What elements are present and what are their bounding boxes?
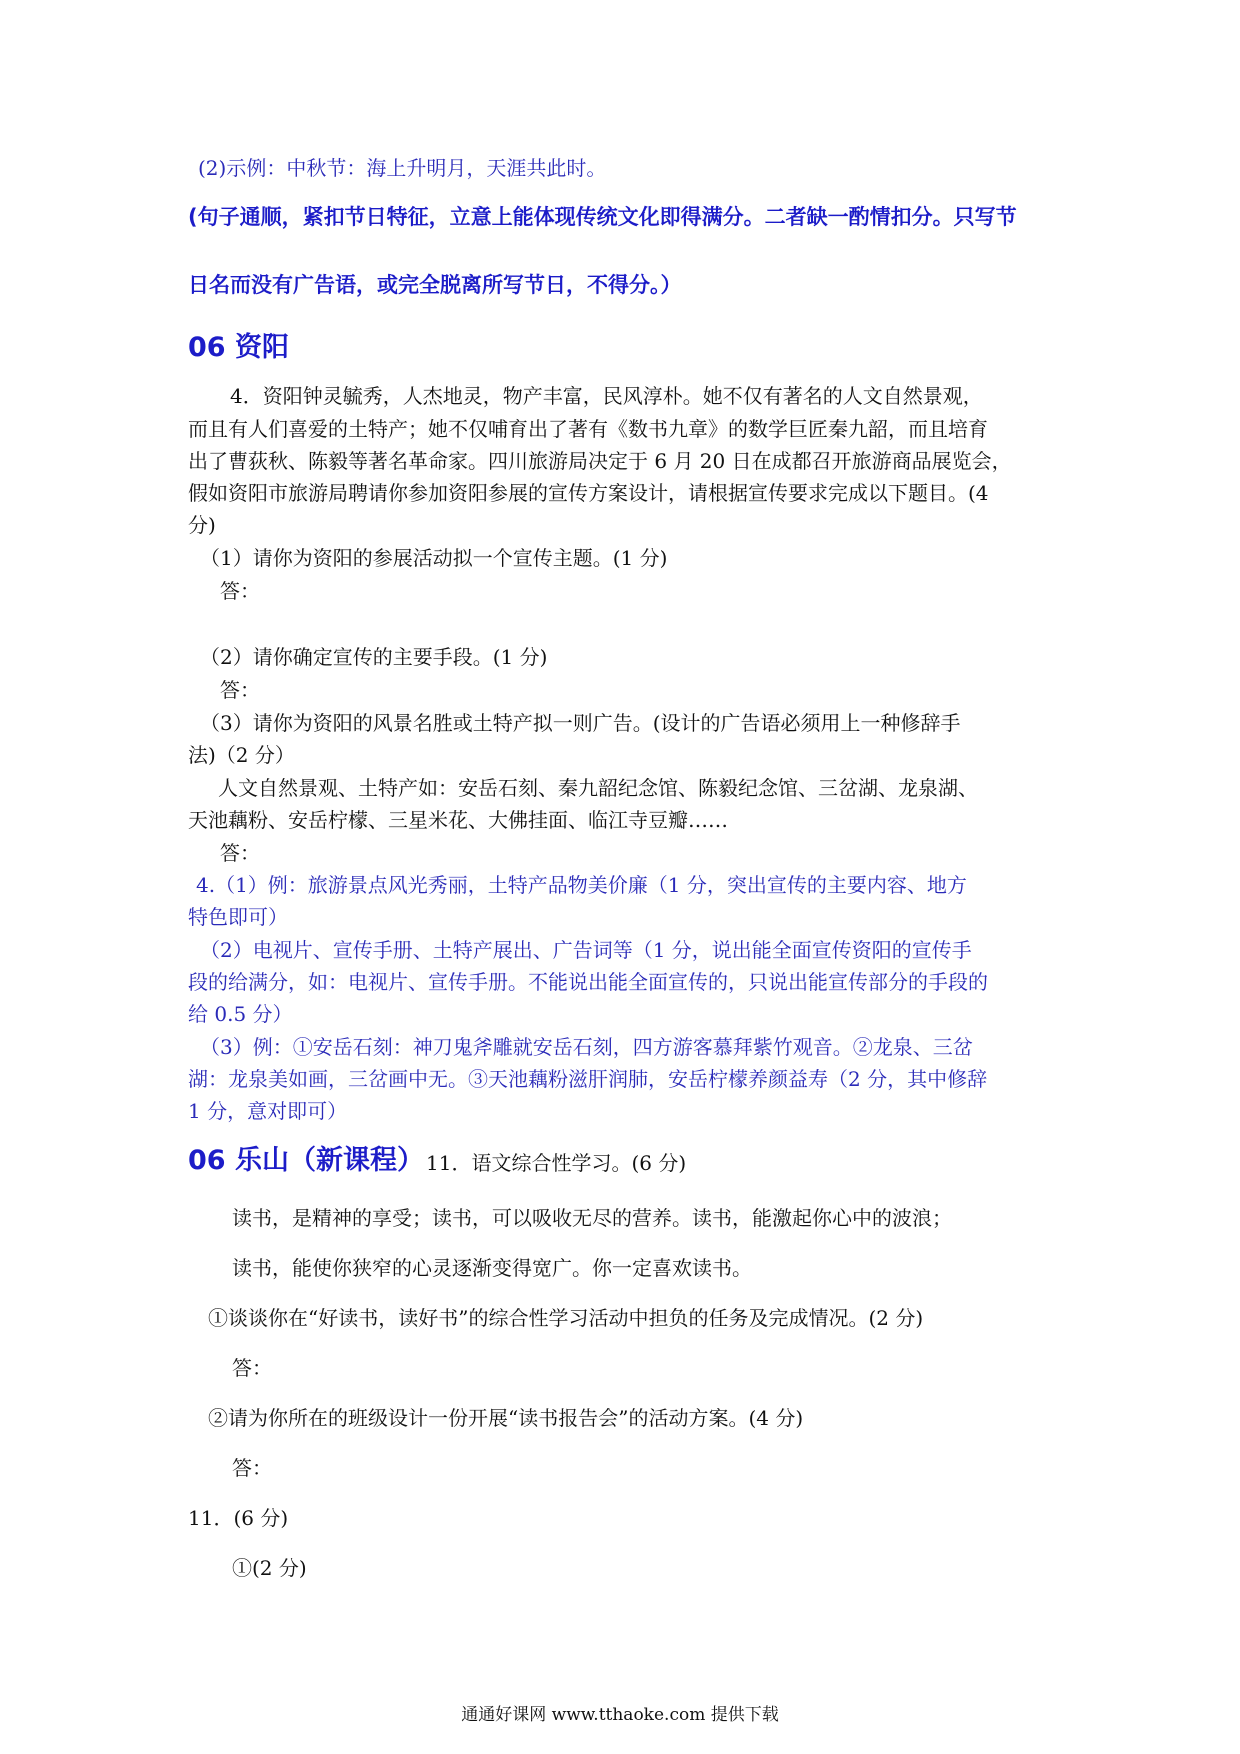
scenery-list-line-2: 天池藕粉、安岳柠檬、三星米花、大佛挂面、临江寺豆瓣…… bbox=[188, 808, 728, 832]
answer-11-part-1: ①(2 分) bbox=[232, 1556, 307, 1580]
answer-line-4: 段的给满分，如：电视片、宣传手册。不能说出能全面宣传的，只说出能宣传部分的手段的 bbox=[188, 970, 988, 994]
question-paragraph-line-3: 出了曹荻秋、陈毅等著名革命家。四川旅游局决定于 6 月 20 日在成都召开旅游商品展览会， bbox=[188, 449, 1012, 473]
example-answer-2: (2)示例：中秋节：海上升明月，天涯共此时。 bbox=[198, 156, 607, 180]
question-paragraph-line-4: 假如资阳市旅游局聘请你参加资阳参展的宣传方案设计，请根据宣传要求完成以下题目。(4 bbox=[188, 481, 989, 505]
answer-line-1: 4.（1）例：旅游景点风光秀丽，土特产品物美价廉（1 分，突出宣传的主要内容、地方 bbox=[196, 873, 967, 897]
answer-line-3: （2）电视片、宣传手册、土特产展出、广告词等（1 分，说出能全面宣传资阳的宣传手 bbox=[200, 938, 972, 962]
answer-label: 答： bbox=[220, 678, 260, 702]
question-1: （1）请你为资阳的参展活动拟一个宣传主题。(1 分) bbox=[200, 546, 668, 570]
grading-note-line-2: 日名而没有广告语，或完全脱离所写节日，不得分。） bbox=[188, 273, 682, 297]
answer-label: 答： bbox=[232, 1356, 272, 1380]
answer-line-5: 给 0.5 分） bbox=[188, 1002, 293, 1026]
answer-label: 答： bbox=[232, 1456, 272, 1480]
section-heading-leshan: 06 乐山（新课程） bbox=[188, 1145, 424, 1176]
question-2: （2）请你确定宣传的主要手段。(1 分) bbox=[200, 645, 548, 669]
section-heading-ziyang: 06 资阳 bbox=[188, 332, 289, 363]
reading-paragraph-line-2: 读书，能使你狭窄的心灵逐渐变得宽广。你一定喜欢读书。 bbox=[232, 1256, 752, 1280]
question-paragraph-line-2: 而且有人们喜爱的土特产；她不仅哺育出了著有《数书九章》的数学巨匠秦九韶，而且培育 bbox=[188, 417, 988, 441]
question-paragraph-line-5: 分) bbox=[188, 513, 216, 537]
answer-line-2: 特色即可） bbox=[188, 905, 288, 929]
answer-label: 答： bbox=[220, 579, 260, 603]
question-11-part-1: ①谈谈你在“好读书，读好书”的综合性学习活动中担负的任务及完成情况。(2 分) bbox=[208, 1306, 924, 1330]
answer-line-7: 湖：龙泉美如画，三岔画中无。③天池藕粉滋肝润肺，安岳柠檬养颜益寿（2 分，其中修辞 bbox=[188, 1067, 988, 1091]
answer-line-8: 1 分，意对即可） bbox=[188, 1099, 348, 1123]
question-11-title: 11．语文综合性学习。(6 分) bbox=[426, 1151, 687, 1175]
grading-note-line-1: (句子通顺，紧扣节日特征，立意上能体现传统文化即得满分。二者缺一酌情扣分。只写节 bbox=[188, 205, 1017, 229]
answer-line-6: （3）例：①安岳石刻：神刀鬼斧雕就安岳石刻，四方游客慕拜紫竹观音。②龙泉、三岔 bbox=[200, 1035, 973, 1059]
reading-paragraph-line-1: 读书，是精神的享受；读书，可以吸收无尽的营养。读书，能激起你心中的波浪； bbox=[232, 1206, 952, 1230]
question-11-part-2: ②请为你所在的班级设计一份开展“读书报告会”的活动方案。(4 分) bbox=[208, 1406, 804, 1430]
question-3-line-1: （3）请你为资阳的风景名胜或土特产拟一则广告。(设计的广告语必须用上一种修辞手 bbox=[200, 711, 961, 735]
answer-11-title: 11．(6 分) bbox=[188, 1506, 289, 1530]
scenery-list-line-1: 人文自然景观、土特产如：安岳石刻、秦九韶纪念馆、陈毅纪念馆、三岔湖、龙泉湖、 bbox=[218, 776, 978, 800]
answer-label: 答： bbox=[220, 841, 260, 865]
question-paragraph-line-1: 4．资阳钟灵毓秀，人杰地灵，物产丰富，民风淳朴。她不仅有著名的人文自然景观， bbox=[230, 384, 983, 408]
question-3-line-2: 法)（2 分） bbox=[188, 743, 295, 767]
page-footer: 通通好课网 www.tthaoke.com 提供下载 bbox=[461, 1705, 779, 1725]
